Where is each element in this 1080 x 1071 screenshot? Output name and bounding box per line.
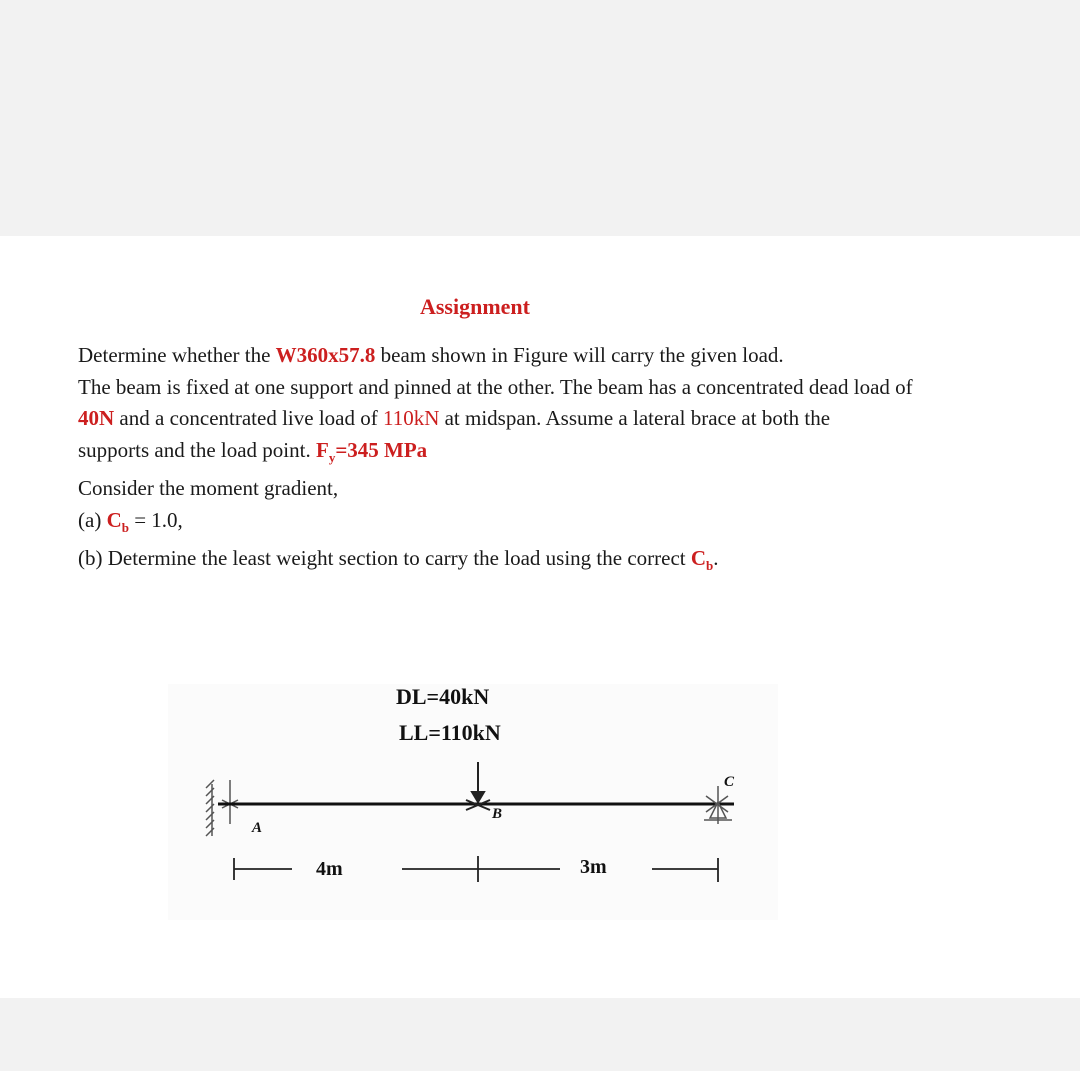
beam-figure — [168, 684, 778, 920]
section-designation: W360x57.8 — [275, 343, 376, 367]
problem-statement — [78, 340, 1038, 582]
cb-symbol-b: $C_b$ — [690, 546, 714, 574]
dead-load-value: 40N — [78, 406, 115, 430]
line3-text: and a concentrated live load of — [114, 406, 383, 430]
beam-diagram — [168, 684, 778, 920]
point-b-label: B — [492, 806, 503, 822]
dimension-line — [234, 856, 718, 882]
part-a: (a) $C_b = 1.0$, — [78, 507, 183, 535]
line2-text: The beam is fixed at one support and pinned at the other. The beam has a concentrated dead load of — [78, 374, 913, 399]
span-left-label: 4m — [316, 858, 343, 880]
live-load-label: LL=110kN — [399, 720, 501, 745]
statement-line-5 — [78, 473, 1038, 505]
line4-text: supports and the load point. — [78, 437, 316, 462]
cb-symbol-a: $C_b$ — [106, 507, 129, 535]
line3-tail: at midspan. Assume a lateral brace at both the — [439, 406, 831, 430]
yield-strength: $F_y=345$ MPa — [315, 437, 428, 465]
live-load-value: 110kN — [382, 406, 440, 430]
point-a-label: A — [252, 820, 263, 836]
statement-line-3 — [78, 403, 1038, 435]
statement-line-2 — [78, 372, 1038, 404]
line1-tail: beam shown in Figure will carry the given load. — [375, 343, 784, 367]
document-page — [0, 236, 1080, 998]
line5-text: Consider the moment gradient, — [78, 476, 339, 501]
statement-line-1 — [78, 340, 1038, 372]
line1-text: Determine whether the — [78, 343, 276, 367]
point-c-label: C — [724, 774, 735, 790]
span-right-label: 3m — [580, 856, 607, 878]
part-b: (b) Determine the least weight section to carry the load using the correct $C_b$. — [78, 546, 719, 574]
fixed-support-a — [206, 780, 238, 836]
assignment-title: Assignment — [419, 294, 530, 319]
statement-line-4 — [78, 435, 1038, 474]
dead-load-label: DL=40kN — [396, 684, 490, 709]
